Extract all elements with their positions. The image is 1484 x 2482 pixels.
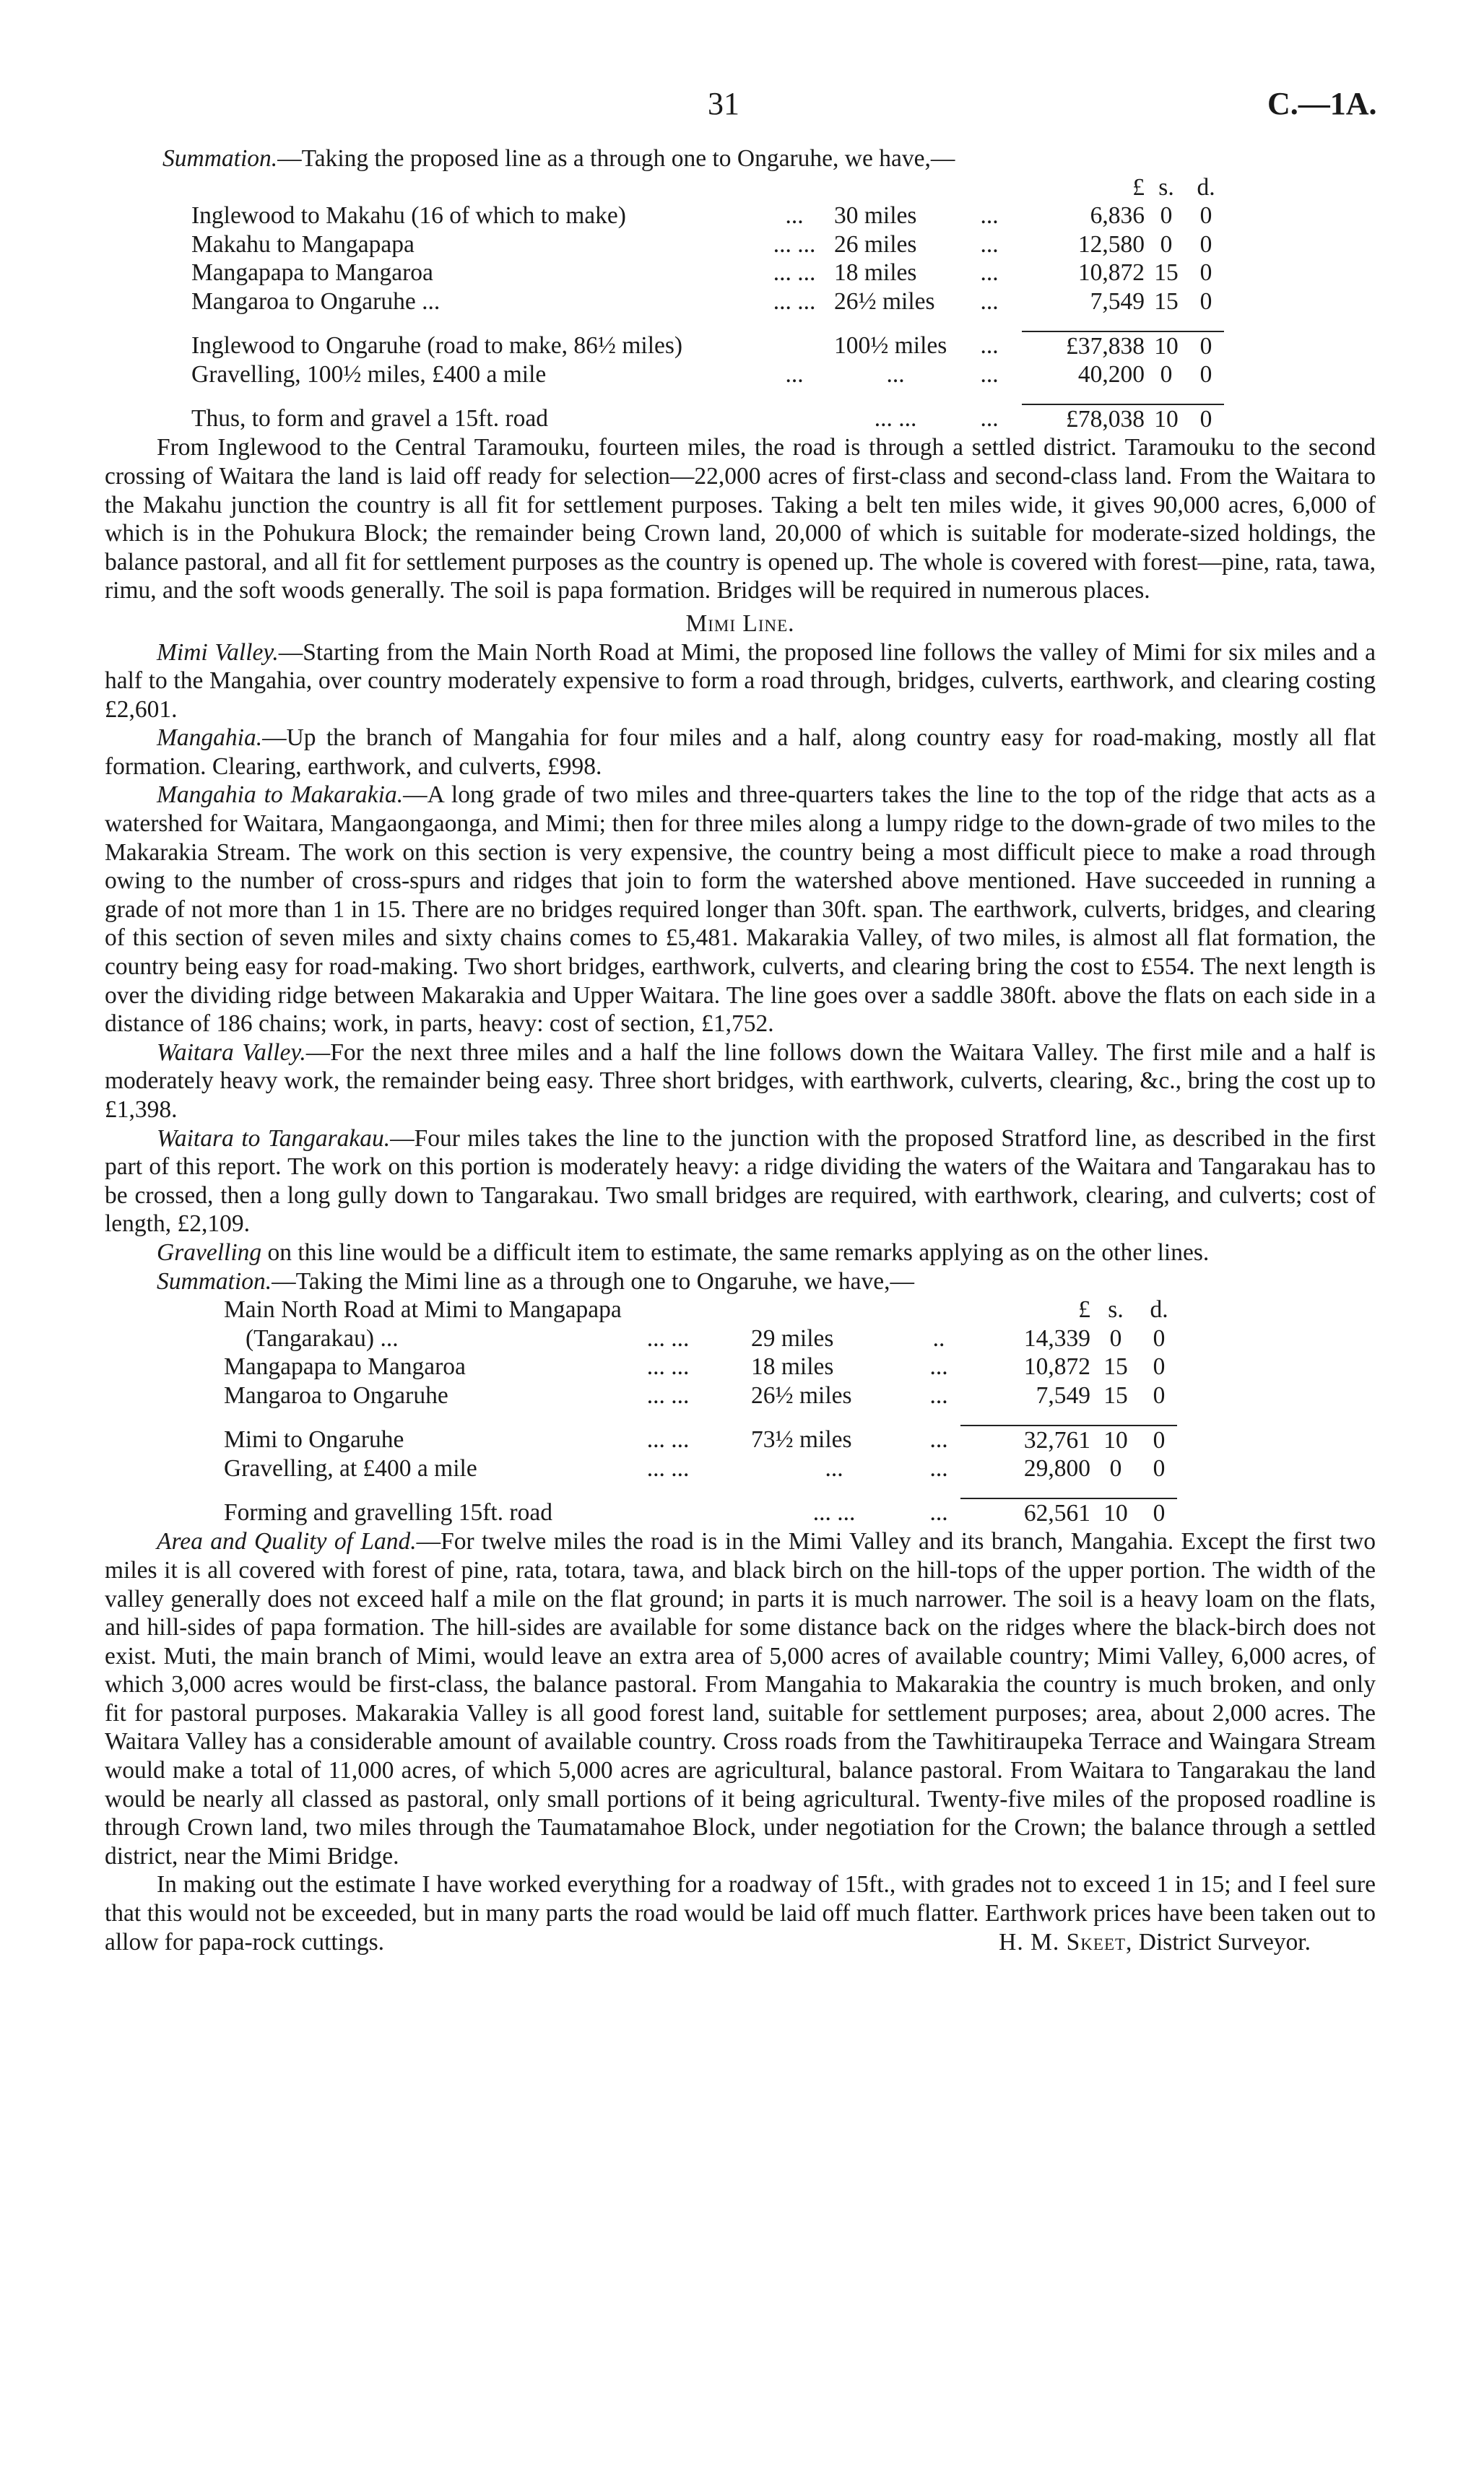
table-total-row: Forming and gravelling 15ft. road ... ... ... 62,561 10 0 bbox=[224, 1498, 1177, 1528]
closing-paragraph: In making out the estimate I have worked everything for a roadway of 15ft., with grades not to exceed 1 in 15; and I feel sure that this would not be exceeded, but in many parts the road would be laid off much flatter. Earthwork prices have been taken out to allow for papa-rock cuttings. bbox=[105, 1871, 1376, 1956]
table-row: Mangapapa to Mangaroa ... ... 18 miles ... 10,872 15 0 bbox=[224, 1353, 1166, 1381]
table-total-row: Thus, to form and gravel a 15ft. road ... ... ... £78,038 10 0 bbox=[191, 404, 1224, 434]
section-waitara-to-tangarakau: Waitara to Tangarakau.—Four miles takes the line to the junction with the proposed Stratford line, as described in the first part of this report. The work on this portion is moderately heavy: a ridge dividing the waters of the Waitara and Tangarakau has to be crossed, then a long gully down to Tangarakau. Two small bridges are required, with earthwork, clearing, and culverts; cost of length, £2,109. bbox=[105, 1124, 1376, 1238]
table-row: Inglewood to Makahu (16 of which to make) ... 30 miles ... 6,836 0 0 bbox=[191, 202, 1212, 230]
section-mangahia: Mangahia.—Up the branch of Mangahia for four miles and a half, along country easy for road-making, mostly all flat formation. Clearing, earthwork, and culverts, £998. bbox=[105, 724, 1376, 780]
section-heading-mimi-line: Mimi Line. bbox=[685, 609, 795, 637]
summation-table-mimi bbox=[224, 1296, 1177, 1527]
table-row: Gravelling, at £400 a mile ... ... ... ... 29,800 0 0 bbox=[224, 1455, 1166, 1483]
section-mimi-valley: Mimi Valley.—Starting from the Main North Road at Mimi, the proposed line follows the valley of Mimi for six miles and a half to the Mangahia, over country moderately expensive to form a road through, bridges, culverts, earthwork, and clearing costing £2,601. bbox=[105, 638, 1376, 723]
section-area-quality: Area and Quality of Land.—For twelve miles the road is in the Mimi Valley and its branch, Mangahia. Except the first two miles it is all covered with forest of pine, rata, totara, tawa, and black birch on the hill-tops of the upper portion. The width of the valley generally does not exceed half a mile on the flat ground; in parts it is much narrower. The soil is a heavy loam on the flats, and hill-sides of papa formation. The hill-sides are available for some distance back on the ridges where the black-birch does not exist. Muti, the main branch of Mimi, would leave an extra area of 5,000 acres of available country; Mimi Valley, 6,000 acres, of which 3,000 acres would be first-class, the balance pastoral. From Mangahia to Makarakia the country is much broken, and only fit for pastoral purposes. Makarakia Valley is all good forest land, suitable for settlement purposes; area, about 2,000 acres. The Waitara Valley has a considerable amount of available country. Cross roads from the Tawhitiraupeka Terrace and Waingara Stream would make a total of 11,000 acres, of which 5,000 acres are agricultural, balance pastoral. From Waitara to Tangarakau the land would be nearly all classed as pastoral, only small portions of it being agricultural. Twenty-five miles of the proposed roadline is through Crown land, two miles through the Taumatamahoe Block, under negotiation for the Crown; the balance through a settled district, near the Mimi Bridge. bbox=[105, 1528, 1376, 1870]
section-mangahia-to-makarakia: Mangahia to Makarakia.—A long grade of two miles and three-quarters takes the line to the top of the ridge that acts as a watershed for Waitara, Mangaongaonga, and Mimi; then for three miles along a lumpy ridge to the down-grade of two miles to the Makarakia Stream. The work on this section is very expensive, the country being a most difficult piece to make a road through owing to the number of cross-spurs and ridges that join to form the watershed above mentioned. Have succeeded in running a grade of not more than 1 in 15. There are no bridges required longer than 30ft. span. The earthwork, culverts, bridges, and clearing of this section of seven miles and sixty chains comes to £5,481. Makarakia Valley, of two miles, is almost all flat formation, the country being easy for road-making. Two short bridges, earthwork, culverts, and clearing bring the cost to £554. The next length is over the dividing ridge between Makarakia and Upper Waitara. The line goes over a saddle 380ft. above the flats on each side in a distance of 186 chains; work, in parts, heavy: cost of section, £1,752. bbox=[105, 781, 1376, 1038]
table-row: Makahu to Mangapapa ... ... 26 miles ... 12,580 0 0 bbox=[191, 230, 1212, 258]
section-waitara-valley: Waitara Valley.—For the next three miles and a half the line follows down the Waitara Valley. The first mile and a half is moderately heavy work, the remainder being easy. Three short bridges, with earthwork, culverts, clearing, &c., bring the cost up to £1,398. bbox=[105, 1038, 1376, 1123]
table-header: Main North Road at Mimi to Mangapapa £ s. d. bbox=[224, 1296, 1168, 1324]
summation-mimi-intro: Summation.—Taking the Mimi line as a through one to Ongaruhe, we have,— bbox=[157, 1267, 914, 1295]
table-header: £ s. d. bbox=[1132, 173, 1215, 201]
table-row: Mangaroa to Ongaruhe ... ... 26½ miles ... 7,549 15 0 bbox=[224, 1381, 1166, 1409]
summation-table-inglewood bbox=[191, 173, 1224, 434]
table-row: Gravelling, 100½ miles, £400 a mile ... ... ... 40,200 0 0 bbox=[191, 361, 1212, 389]
paragraph-inglewood: From Inglewood to the Central Taramouku, fourteen miles, the road is through a settled district. Taramouku to the second crossing of Waitara the land is laid off ready for selection—22,000 acres of first-class and second-class land. From the Waitara to the Makahu junction the country is all fit for settlement purposes. Taking a belt ten miles wide, it gives 90,000 acres, 6,000 of which is in the Pohukura Block; the remainder being Crown land, 20,000 of which is suitable for moderate-sized holdings, the balance pastoral, and all fit for settlement purposes as the country is opened up. The whole is covered with forest—pine, rata, tawa, rimu, and the soft woods generally. The soil is papa formation. Bridges will be required in numerous places. bbox=[105, 434, 1376, 604]
document-reference: C.—1A. bbox=[1267, 86, 1377, 121]
table-subtotal-row: Inglewood to Ongaruhe (road to make, 86½ miles) 100½ miles ... £37,838 10 0 bbox=[191, 331, 1224, 361]
table-row: (Tangarakau) ... ... ... 29 miles .. 14,339 0 0 bbox=[246, 1324, 1166, 1352]
section-gravelling: Gravelling on this line would be a difficult item to estimate, the same remarks applying as on the other lines. bbox=[157, 1238, 1210, 1266]
table-subtotal-row: Mimi to Ongaruhe ... ... 73½ miles ... 32,761 10 0 bbox=[224, 1426, 1177, 1455]
signature-name: H. M. Skeet, bbox=[999, 1928, 1133, 1956]
document-body bbox=[105, 144, 1376, 1956]
table-row: Mangapapa to Mangaroa ... ... 18 miles ... 10,872 15 0 bbox=[191, 259, 1212, 287]
table-row: Mangaroa to Ongaruhe ... ... ... 26½ miles ... 7,549 15 0 bbox=[191, 287, 1212, 315]
summation-intro: Summation.—Taking the proposed line as a through one to Ongaruhe, we have,— bbox=[162, 145, 955, 172]
signature-title: District Surveyor. bbox=[1138, 1928, 1311, 1956]
page-number: 31 bbox=[708, 86, 739, 121]
